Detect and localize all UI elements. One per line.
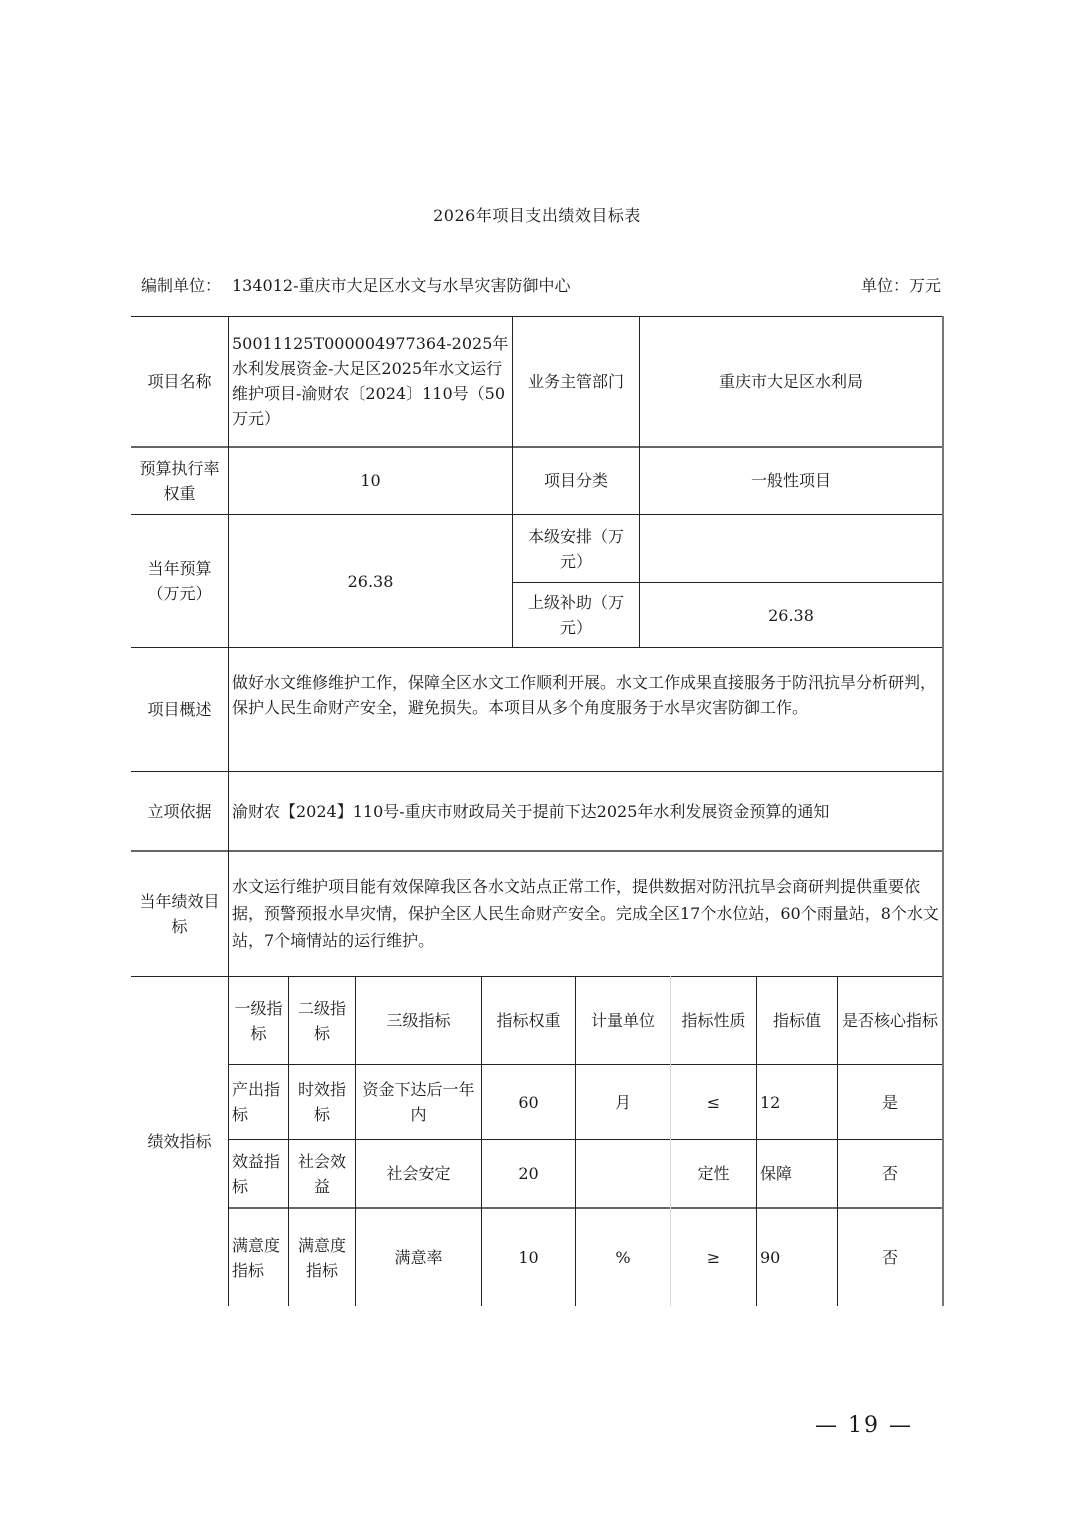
indicator-value: 12 <box>760 1092 781 1112</box>
column-header: 指标值 <box>772 1011 821 1030</box>
indicator-nature: ≥ <box>706 1248 721 1267</box>
local-funding-label: 本级安排（万元） <box>527 526 624 571</box>
project-name-value: 50011125T000004977364-2025年水利发展资金-大足区2025年水文运行维护项目-渝财农〔2024〕110号（50万元） <box>232 334 509 428</box>
table-rule <box>942 316 944 1306</box>
org-label: 编制单位： <box>141 276 222 295</box>
overview-label: 项目概述 <box>147 700 212 719</box>
column-header: 是否核心指标 <box>841 1011 938 1030</box>
overview-value: 做好水文维修维护工作，保障全区水文工作顺利开展。水文工作成果直接服务于防汛抗旱分析研判，保护人民生命财产安全，避免损失。本项目从多个角度服务于水旱灾害防御工作。 <box>232 673 937 717</box>
exec-weight-value: 10 <box>360 471 381 490</box>
indicator-unit: 月 <box>614 1092 631 1112</box>
indicator-unit <box>576 1140 670 1207</box>
unit-label: 单位：万元 <box>860 276 941 295</box>
org-value: 134012-重庆市大足区水文与水旱灾害防御中心 <box>232 276 571 295</box>
project-name-label: 项目名称 <box>147 371 212 391</box>
dept-value: 重庆市大足区水利局 <box>718 371 863 391</box>
dept-label: 业务主管部门 <box>527 371 624 391</box>
superior-funding-label: 上级补助（万元） <box>527 593 624 637</box>
local-funding-value <box>640 515 942 582</box>
category-value: 一般性项目 <box>750 471 831 490</box>
indicator-level2: 时效指标 <box>297 1080 346 1124</box>
column-header: 指标性质 <box>681 1011 746 1030</box>
goal-label: 当年绩效目标 <box>139 891 220 936</box>
indicator-level2: 满意度指标 <box>297 1235 346 1280</box>
indicator-unit: % <box>615 1248 631 1267</box>
basis-value: 渝财农【2024】110号-重庆市财政局关于提前下达2025年水利发展资金预算的通知 <box>232 801 830 821</box>
goal-value: 水文运行维护项目能有效保障我区各水文站点正常工作，提供数据对防汛抗旱会商研判提供重要依据，预警预报水旱灾情，保护全区人民生命财产安全。完成全区17个水位站，60个雨量站，8个水文站，7个墒情站的运行维护。 <box>232 877 939 950</box>
column-header: 指标权重 <box>496 1011 561 1030</box>
budget-label: 当年预算（万元） <box>147 559 212 603</box>
page-title: 2026年项目支出绩效目标表 <box>433 206 641 225</box>
indicator-level3: 资金下达后一年内 <box>362 1080 475 1124</box>
indicator-weight: 60 <box>518 1092 539 1112</box>
superior-funding-value: 26.38 <box>768 605 814 625</box>
indicator-weight: 10 <box>518 1248 539 1267</box>
indicator-nature: 定性 <box>697 1164 730 1183</box>
indicator-core: 否 <box>881 1164 898 1183</box>
column-header: 一级指标 <box>234 998 283 1043</box>
indicator-core: 是 <box>881 1092 898 1112</box>
exec-weight-label: 预算执行率权重 <box>139 458 220 503</box>
category-label: 项目分类 <box>543 471 608 490</box>
indicator-level1: 效益指标 <box>232 1151 281 1196</box>
indicator-level2: 社会效益 <box>297 1151 346 1196</box>
column-header: 二级指标 <box>297 998 346 1043</box>
column-header: 计量单位 <box>590 1011 655 1030</box>
column-header: 三级指标 <box>386 1011 451 1030</box>
indicator-level1: 满意度指标 <box>232 1235 281 1280</box>
indicator-level3: 满意率 <box>394 1248 443 1267</box>
indicator-level3: 社会安定 <box>386 1164 451 1183</box>
indicator-nature: ≤ <box>706 1092 721 1112</box>
indicator-level1: 产出指标 <box>232 1080 281 1124</box>
indicator-value: 保障 <box>760 1164 793 1183</box>
indicator-weight: 20 <box>518 1164 539 1183</box>
indicator-core: 否 <box>881 1248 898 1267</box>
page-number: — 19 — <box>815 1413 913 1438</box>
basis-label: 立项依据 <box>147 801 212 821</box>
indicators-section-label: 绩效指标 <box>147 1132 212 1151</box>
indicator-value: 90 <box>760 1248 781 1267</box>
budget-value: 26.38 <box>347 571 394 591</box>
